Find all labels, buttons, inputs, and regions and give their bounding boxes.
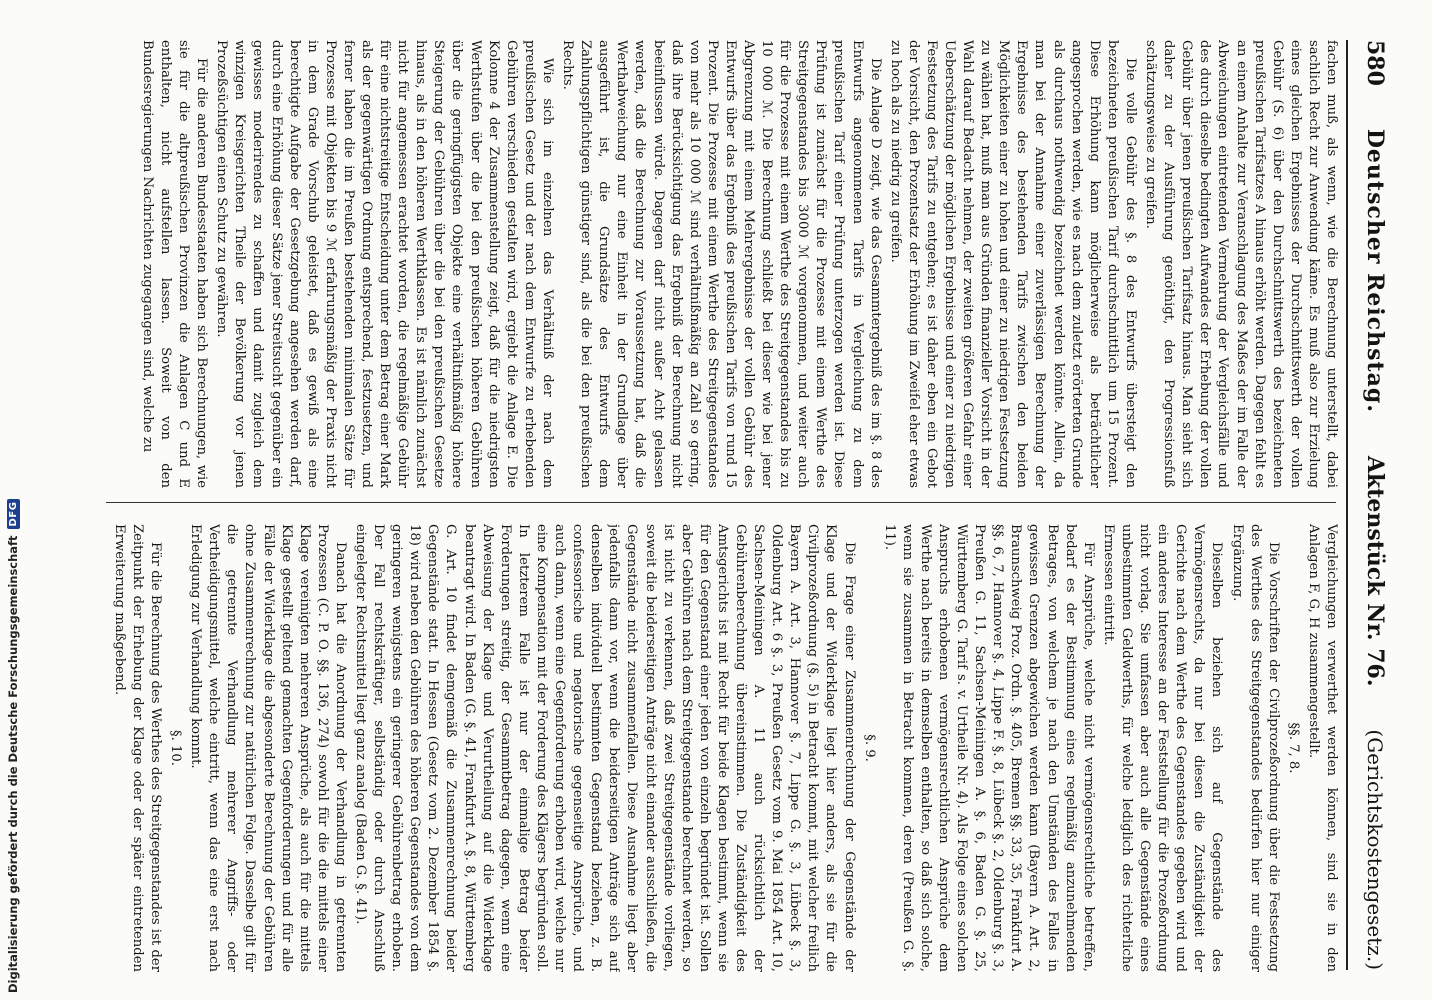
paragraph: Die Vorschriften der Civilprozeßordnung über die Festsetzung des Werthes des Streitgegenstandes bedürfen hier nur einiger Ergänzung.: [1229, 524, 1281, 972]
right-text-column: [90, 524, 1340, 972]
paragraph: Für Ansprüche, welche nicht vermögensrechtliche betreffen, bedarf es der Bestimmung eines regelmäßig anzunehmenden Betrages, von welchem je nach den Umständen des Falles in gewissen Grenzen abgewichen werden kann (Bayern A. Art. 2, Braunschweig Proz. Ordn. §. 405, Bremen §§. 33, 35, Frankfurt A. §§. 6, 7, Hannover §. 4, Lippe F. §. 8, Lübeck §. 2, Oldenburg §. 3, Preußen G. 11, Sachsen-Meiningen A. §. 6, Baden G. §. 25, Württemberg G. Tarif s. v. Urtheile Nr. 4). Als Folge eines solchen Anspruchs erhobenen vermögensrechtlichen Ansprüche dem Werthe nach bereits in demselben enthalten, so daß sich solche, wenn sie zusammen in Betracht kommen, deren (Preußen G. §. 11).: [881, 524, 1096, 972]
paragraph: Die Frage einer Zusammenrechnung der Gegenstände der Klage und der Widerklage liegt hier anders, als sie für die Civilprozeßordnung (§. 5) in Betracht kommt, mit welcher freilich Bayern A. Art. 3, Hannover §. 7, Lippe G. §. 3, Lübeck §. 3, Oldenburg Art. 6 §. 3, Preußen Gesetz vom 9. Mai 1854 Art. 10, Sachsen-Meiningen A. 11 auch rücksichtlich der Gebührenberechnung übereinstimmen. Die Zuständigkeit des Amtsgerichts ist mit Recht für beide Klagen bestimmt, wenn sie für den Gegenstand einer jeden von einzeln begründet ist. Sollen aber Gebühren nach dem Streitgegenstande berechnet werden, so ist nicht zu verkennen, daß zwei Streitgegenstände vorliegen, soweit die beiderseitigen Anträge nicht einander ausschließen, die Gegenstände nicht zusammenfallen. Diese Ausnahme liegt aber jedenfalls dann vor, wenn die beiderseitigen Anträge sich auf denselben individuell bestimmten Gegenstand beziehen, z. B. confessorische und negatorische gegenseitige Ansprüche, und auch dann, wenn eine Gegenforderung erhoben wird, welche nur eine Kompensation mit der Forderung des Klägers begründen soll. In letzterem Falle ist nur der einmalige Betrag beider Forderungen streitig, der Gesammtbetrag dagegen, wenn eine Abweisung der Klage und Verurtheilung auf die Widerklage beantragt wird. In Baden (G. §. 41, Frankfurt A. §. 8, Württemberg G. Art. 10 findet demgemäß die Zusammenrechnung beider Gegenstände statt. In Hessen (Gesetz vom 2. Dezember 1854 §. 18) wird neben den Gebühren des höheren Gegenstandes von dem geringeren wenigstens ein geringerer Gebührenbetrag erhoben. Der Fall rechtskräftiger, selbständig oder durch Anschluß eingelegter Rechtsmittel liegt ganz analog (Baden G. §. 41).: [353, 524, 857, 972]
digitization-credit: [6, 499, 20, 993]
paragraph: Für die Berechnung des Werthes des Streitgegenstandes ist der Zeitpunkt der Erhebung der Klage oder der später eintretenden Erweiterung maßgebend.: [111, 524, 163, 972]
page-number: 580: [1362, 40, 1388, 86]
section-heading: §§. 7, 8.: [1285, 722, 1301, 774]
section-heading: §. 10.: [168, 730, 184, 766]
section-title: (Gerichtskostengesetz.): [1363, 729, 1387, 970]
paragraph: Danach hat die Anordnung der Verhandlung in getrennten Prozessen (C. P. O. §§. 136, 274) sowohl für die die mittels einer Klage vereinigten mehreren Ansprüche, als auch für die mittels Klage gestellt geltend gemachten Gegenforderungen und für alle Fälle der Widerklage die abgesonderte Berechnung der Gebühren ohne Zusammenrechnung zur natürlichen Folge. Dasselbe gilt für die getrennte Verhandlung mehrerer Angriffs- oder Vertheidigungsmittel, welche eintritt, wenn das eine erst nach Erledigung zur Verhandlung kommt.: [188, 524, 348, 972]
paragraph: Für die anderen Bundesstaaten haben sich Berechnungen, wie sie für die altpreußischen Provinzen die Anlagen C und E enthalten, nicht aufstellen lassen. Soweit von den Bundesregierungen Nachrichten zugegangen sind, welche zu: [139, 40, 210, 488]
paragraph: Vergleichungen verwerthet werden können, sind sie in den Anlagen F, G, H zusammengestellt.: [1305, 524, 1339, 972]
page-header: [1353, 40, 1397, 970]
journal-title: Deutscher Reichstag.: [1362, 128, 1388, 413]
header-rule: [1346, 40, 1348, 970]
paragraph: Wie sich im einzelnen das Verhältniß der nach dem preußischen Gesetz und der nach dem Entwurfe zu erhebenden Gebühren verschieden gestalten wird, ergiebt die Anlage E. Die Kolonne 4 der Zusammenstellung zeigt, daß für die niedrigsten Werthstufen über die bei den preußischen höheren Gebühren über die geringfügigsten Objekte eine verhältnißmäßig höhere Steigerung der Gebühren über die bei den preußischen Gesetze hinaus, als in den höheren Werthklassen. Es ist nämlich zunächst nicht für angemessen erachtet worden, die regelmäßige Gebühr für eine nichtstreitige Entscheidung unter dem Betrag einer Mark als der gegenwärtigen Ordnung entsprechend, festzusetzen, und ferner haben die im Preußen bestehenden minimalen Sätze für Prozesse mit Objekten bis 9 ℳ erfahrungsmäßig der Praxis nicht in dem Grade Vorschub geleistet, daß es gewiß als eine berechtigte Aufgabe der Gesetzgebung angesehen werden darf, durch eine Erhöhung dieser Sätze jener Streitsucht gegenüber ein gewisses moderirendes zu schaffen und damit zugleich dem winzigen Kreisgerichten Theile der Bevölkerung vor jenen Prozeßsüchtigen einen Schutz zu gewähren.: [214, 40, 555, 488]
left-text-column: [110, 40, 1340, 488]
credit-text: Digitalisierung gefördert durch die Deutsche Forschungsgemeinschaft: [6, 535, 20, 993]
paragraph: Die Anlage D zeigt, wie das Gesammtergebniß des im §. 8 des Entwurfs angenommenen Tarifs in Vergleichung zu dem preußischen Tarif einer Prüfung unterzogen werden ist. Diese Prüfung ist zunächst für die Prozesse mit einem Werthe des Streitgegenstandes bis 3000 ℳ vorgenommen, und weiter auch für die Prozesse mit einem Werthe des Streitgegenstandes bis zu 10 000 ℳ. Die Berechnung schließt bei dieser wie bei jener Abgrenzung mit einem Mehrergebnisse der vollen Gebühr des Entwurfs über das Ergebniß des preußischen Tarifs von rund 15 Prozent. Die Prozesse mit einem Werthe des Streitgegenstandes von mehr als 10 000 ℳ sind verhältnißmäßig an Zahl so gering, daß ihre Berücksichtigung das Ergebniß der Berechnung nicht beeinflussen würde. Dagegen darf nicht außer Acht gelassen werden, daß die Berechnung zur Voraussetzung hat, daß die Werthabweichung nur eine Einheit in der Grundlage über ausgeführt ist, die Grundsätze des Entwurfs dem Zahlungspflichtigen günstiger sind, als die bei den preußischen Rechts.: [560, 40, 883, 488]
paragraph: fachen muß, als wenn, wie die Berechnung unterstellt, dabei sachlich Recht zur Anwendung käme. Es muß also zur Erzielung eines gleichen Ergebnisses der Durchschnittswerth der vollen Gebühr (S. 6) über den Durchschnittswerth des bezeichneten preußischen Tarifsatzes A hinaus erhöht werden. Dagegen fehlt es an einem Anhalte zur Veranschlagung des Maßes der im Falle der Abweichungen eintretenden Vermehrung der Vergleichsfälle und des durch dieselbe bedingten Aufwandes der Erhebung der vollen Gebühr über jenen preußischen Tarifsatz hinaus. Man sieht sich daher zu der Ausführung genöthigt, den Progressionsfuß schätzungsweise zu greifen.: [1143, 40, 1339, 488]
dfg-logo-icon: DFG: [7, 499, 20, 530]
column-divider: [106, 502, 1336, 503]
section-heading: §. 9.: [861, 734, 877, 762]
issue-number: Aktenstück Nr. 76.: [1362, 455, 1388, 687]
paragraph: Die volle Gebühr des §. 8 des Entwurfs übersteigt den bezeichneten preußischen Tarif durchschnittlich um 15 Prozent. Diese Erhöhung kann möglicherweise als beträchtlicher angesprochen werden, wie es nach dem zuletzt erörterten Grunde als durchaus nothwendig bezeichnet werden könnte. Allein, da man bei der Annahme einer zuverlässigen Berechnung der Ergebnisse des bestehenden Tarifs zwischen den beiden Möglichkeiten einer zu hohen und einer zu niedrigen Festsetzung zu wählen hat, muß man aus Gründen finanzieller Vorsicht in der Wahl darauf Bedacht nehmen, der zweiten größeren Gefahr einer Ueberschätzung der möglichen Ergebnisse und einer zu niedrigen Festsetzung des Tarifs zu entgehen; es ist daher eben ein Gebot der Vorsicht, den Prozentsatz der Erhöhung im Zweifel eher etwas zu hoch als zu niedrig zu greifen.: [887, 40, 1138, 488]
paragraph: Dieselben beziehen sich auf Gegenstände des Vermögensrechts, da nur bei diesen die Zuständigkeit der Gerichte nach dem Werthe des Gegenstandes gegeben wird und ein anderes Interesse an der Feststellung für die Prozeßordnung nicht vorlag. Sie umfassen aber auch alle Gegenstände eines unbestimmten Geldwerths, für welche lediglich des richterliche Ermessen eintritt.: [1100, 524, 1225, 972]
